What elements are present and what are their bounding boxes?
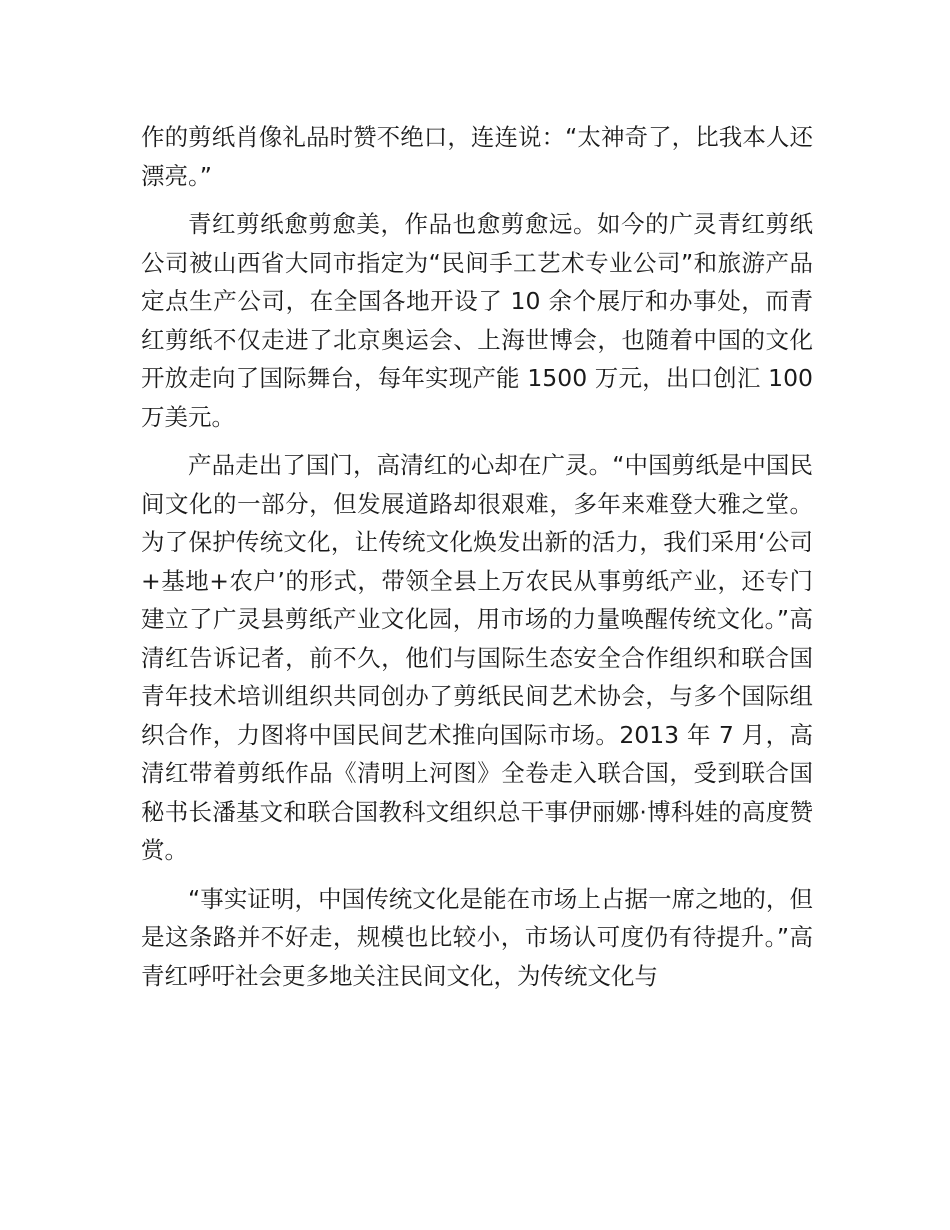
paragraph-company-growth: 青红剪纸愈剪愈美，作品也愈剪愈远。如今的广灵青红剪纸公司被山西省大同市指定为“民间手工艺术专业公司”和旅游产品定点生产公司，在全国各地开设了 10 余个展厅和办事处，而青红剪纸不仅走进了北京奥运会、上海世博会，也随着中国的文化开放走向了国际舞台，每年实现产能 1500 万元，出口创汇 100 万美元。 — [141, 210, 813, 431]
paragraph-market-appeal: “事实证明，中国传统文化是能在市场上占据一席之地的，但是这条路并不好走，规模也比较小，市场认可度仍有待提升。”高青红呼吁社会更多地关注民间文化，为传统文化与 — [141, 884, 813, 990]
paragraph-continued: 作的剪纸肖像礼品时赞不绝口，连连说：“太神奇了，比我本人还漂亮。” — [141, 123, 813, 190]
paragraph-cultural-preservation: 产品走出了国门，高清红的心却在广灵。“中国剪纸是中国民间文化的一部分，但发展道路却很艰难，多年来难登大雅之堂。为了保护传统文化，让传统文化焕发出新的活力，我们采用‘公司+基地+农户’的形式，带领全县上万农民从事剪纸产业，还专门建立了广灵县剪纸产业文化园，用市场的力量唤醒传统文化。”高清红告诉记者，前不久，他们与国际生态安全合作组织和联合国青年技术培训组织共同创办了剪纸民间艺术协会，与多个国际组织合作，力图将中国民间艺术推向国际市场。2013 年 7 月，高清红带着剪纸作品《清明上河图》全卷走入联合国，受到联合国秘书长潘基文和联合国教科文组织总干事伊丽娜·博科娃的高度赞赏。 — [141, 451, 813, 864]
article-body — [141, 118, 813, 1005]
